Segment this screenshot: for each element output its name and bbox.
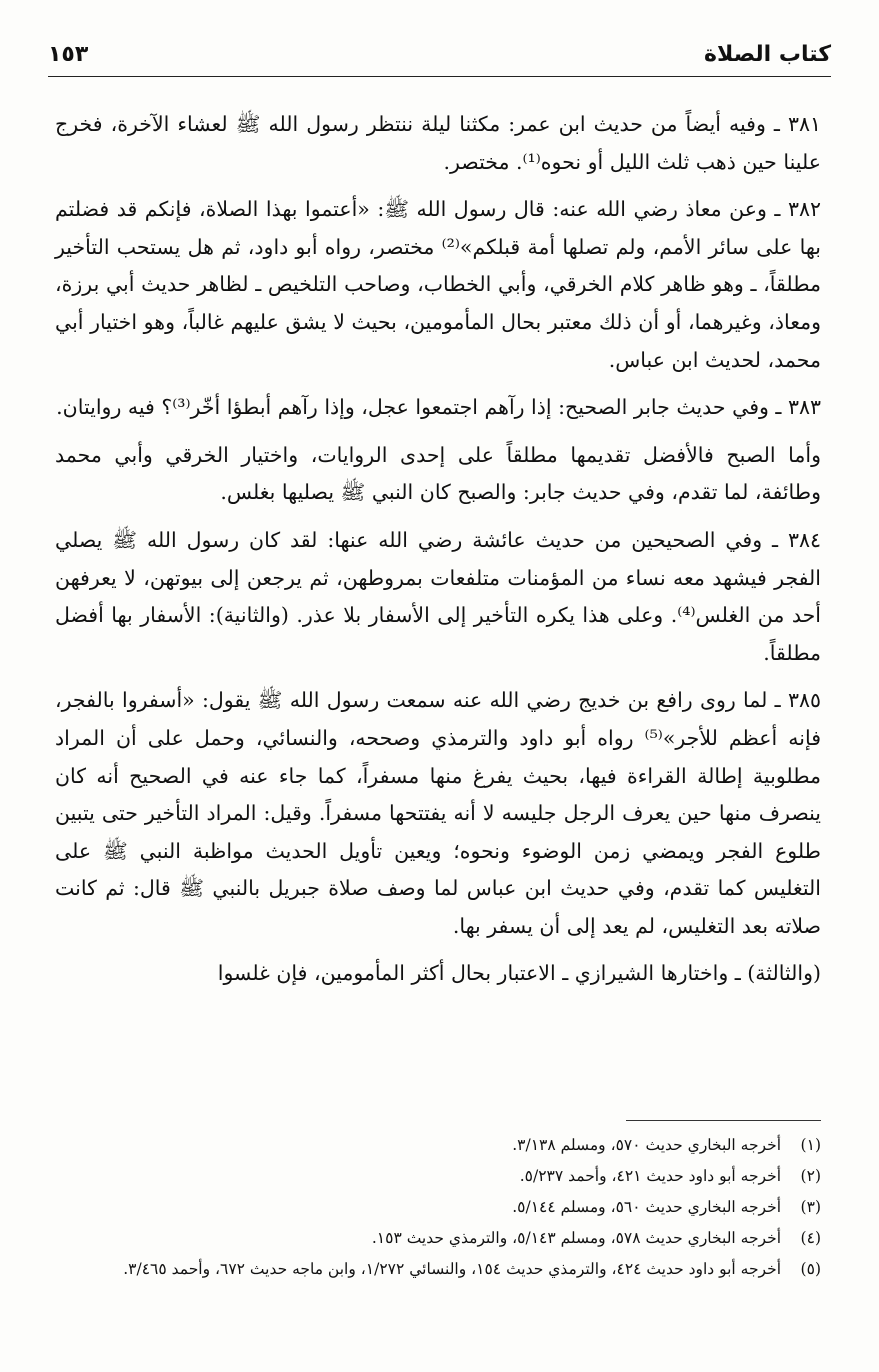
footnote-text: أخرجه أبو داود حديث ٤٢٤، والترمذي حديث ١٥٤، والنسائي ١/٢٧٢، وابن ماجه حديث ٦٧٢، وأحمد ٣/٤٦٥.	[123, 1260, 781, 1278]
footnote-number: (١)	[800, 1136, 821, 1154]
main-text	[55, 106, 821, 1003]
paragraph-382: ٣٨٢ ـ وعن معاذ رضي الله عنه: قال رسول الله ﷺ: «أعتموا بهذا الصلاة، فإنكم قد فضلتم بها على سائر الأمم، ولم تصلها أمة قبلكم»⁽²⁾ مختصر، رواه أبو داود، ثم هل يستحب التأخير مطلقاً، ـ وهو ظاهر كلام الخرقي، وأبي الخطاب، وصاحب التلخيص ـ لظاهر حديث أبي برزة، ومعاذ، وغيرهما، أو أن ذلك معتبر بحال المأمومين، بحيث لا يشق عليهم غالباً، وهو اختيار أبي محمد، لحديث ابن عباس.	[55, 197, 821, 372]
footnotes	[55, 1130, 821, 1285]
footnote-text: أخرجه البخاري حديث ٥٧٠، ومسلم ٣/١٣٨.	[512, 1136, 781, 1154]
paragraph-384: ٣٨٤ ـ وفي الصحيحين من حديث عائشة رضي الله عنها: لقد كان رسول الله ﷺ يصلي الفجر فيشهد معه نساء من المؤمنات متلفعات بمروطهن، ثم يرجعن إلى بيوتهن، لا يعرفهن أحد من الغلس⁽⁴⁾. وعلى هذا يكره التأخير إلى الأسفار بلا عذر. (والثانية): الأسفار بها أفضل مطلقاً.	[55, 527, 821, 665]
footnote-number: (٥)	[800, 1260, 821, 1278]
footnote-item	[55, 1223, 821, 1254]
footnote-number: (٣)	[800, 1198, 821, 1216]
footnote-number: (٢)	[800, 1167, 821, 1185]
paragraph-381: ٣٨١ ـ وفيه أيضاً من حديث ابن عمر: مكثنا ليلة ننتظر رسول الله ﷺ لعشاء الآخرة، فخرج علينا حين ذهب ثلث الليل أو نحوه⁽¹⁾. مختصر.	[55, 112, 821, 174]
footnote-item	[55, 1130, 821, 1161]
page-number: ١٥٣	[48, 42, 89, 67]
page-header	[48, 40, 831, 77]
paragraph-fajr: وأما الصبح فالأفضل تقديمها مطلقاً على إحدى الروايات، واختيار الخرقي وأبي محمد وطائفة، لما تقدم، وفي حديث جابر: والصبح كان النبي ﷺ يصليها بغلس.	[55, 442, 821, 505]
footnote-item	[55, 1192, 821, 1223]
footnote-text: أخرجه أبو داود حديث ٤٢١، وأحمد ٥/٢٣٧.	[519, 1167, 781, 1185]
footnote-text: أخرجه البخاري حديث ٥٦٠، ومسلم ٥/١٤٤.	[512, 1198, 781, 1216]
paragraph-third: (والثالثة) ـ واختارها الشيرازي ـ الاعتبار بحال أكثر المأمومين، فإن غلسوا	[217, 961, 821, 986]
paragraph-385: ٣٨٥ ـ لما روى رافع بن خديج رضي الله عنه سمعت رسول الله ﷺ يقول: «أسفروا بالفجر، فإنه أعظم للأجر»⁽⁵⁾ رواه أبو داود والترمذي وصححه، والنسائي، وحمل على أن المراد مطلوبية إطالة القراءة فيها، بحيث يفرغ منها مسفراً، كما جاء عنه في الصحيح أنه كان ينصرف منها حين يعرف الرجل جليسه لا أنه يفتتحها مسفراً. وقيل: المراد التأخير حتى يتبين طلوع الفجر ويمضي زمن الوضوء ونحوه؛ ويعين تأويل الحديث مواظبة النبي ﷺ على التغليس كما تقدم، وفي حديث ابن عباس لما وصف صلاة جبريل بالنبي ﷺ قال: ثم كانت صلاته بعد التغليس، لم يعد إلى أن يسفر بها.	[55, 688, 821, 938]
footnote-item	[55, 1161, 821, 1192]
running-title: كتاب الصلاة	[704, 42, 831, 67]
paragraph-383: ٣٨٣ ـ وفي حديث جابر الصحيح: إذا رآهم اجتمعوا عجل، وإذا رآهم أبطؤا أخّر⁽³⁾؟ فيه روايتان.	[56, 395, 821, 420]
footnote-number: (٤)	[800, 1229, 821, 1247]
footnote-divider	[626, 1120, 821, 1121]
footnote-item	[55, 1254, 821, 1285]
footnote-text: أخرجه البخاري حديث ٥٧٨، ومسلم ٥/١٤٣، والترمذي حديث ١٥٣.	[371, 1229, 781, 1247]
